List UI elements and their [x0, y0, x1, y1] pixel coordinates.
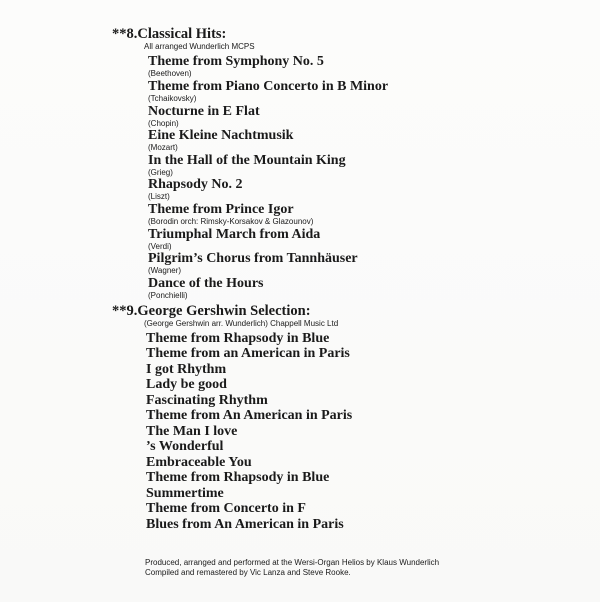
track-item	[148, 251, 358, 275]
track-title: Dance of the Hours	[148, 276, 264, 291]
track-item: Theme from an American in Paris	[146, 346, 350, 361]
credits-line-2: Compiled and remastered by Vic Lanza and Steve Rooke.	[145, 568, 351, 577]
track-item: Summertime	[146, 486, 224, 501]
track-composer: (Liszt)	[148, 192, 170, 201]
track-item	[148, 177, 243, 201]
track-item	[148, 104, 260, 128]
track-title: Pilgrim’s Chorus from Tannhäuser	[148, 251, 358, 266]
track-item	[148, 202, 313, 226]
track-item	[148, 79, 388, 103]
track-composer: (Chopin)	[148, 119, 179, 128]
track-item: Blues from An American in Paris	[146, 517, 344, 532]
track-item	[148, 276, 264, 300]
section-9-title: George Gershwin Selection:	[137, 303, 311, 319]
credits-line-1: Produced, arranged and performed at the Wersi-Organ Helios by Klaus Wunderlich	[145, 558, 440, 567]
track-item: The Man I love	[146, 424, 238, 439]
track-title: Rhapsody No. 2	[148, 177, 243, 192]
section-9-number: **9.	[112, 303, 138, 319]
track-item	[148, 227, 320, 251]
track-item: ’s Wonderful	[146, 439, 224, 454]
track-composer: (Borodin orch: Rimsky-Korsakov & Glazounov)	[148, 217, 314, 226]
track-item: Fascinating Rhythm	[146, 393, 268, 408]
track-item: Theme from Rhapsody in Blue	[146, 470, 330, 485]
track-item: Embraceable You	[146, 455, 252, 470]
section-8-number: **8.	[112, 26, 138, 42]
track-composer: (Beethoven)	[148, 69, 192, 78]
track-title: Theme from Piano Concerto in B Minor	[148, 79, 389, 94]
track-item: Theme from An American in Paris	[146, 408, 353, 423]
track-item	[148, 54, 324, 78]
track-item: Theme from Rhapsody in Blue	[146, 331, 330, 346]
track-title: Theme from Symphony No. 5	[148, 54, 324, 69]
track-title: Nocturne in E Flat	[148, 104, 260, 119]
track-title: In the Hall of the Mountain King	[148, 153, 346, 168]
section-8-title: Classical Hits:	[137, 26, 227, 42]
track-item: Lady be good	[146, 377, 227, 392]
track-composer: (Ponchielli)	[148, 291, 188, 300]
section-9-subtitle: (George Gershwin arr. Wunderlich) Chappell Music Ltd	[144, 319, 339, 328]
track-composer: (Grieg)	[148, 168, 173, 177]
track-composer: (Verdi)	[148, 242, 172, 251]
track-composer: (Wagner)	[148, 266, 182, 275]
track-title: Triumphal March from Aida	[148, 227, 321, 242]
section-8-subtitle: All arranged Wunderlich MCPS	[144, 42, 255, 51]
track-item	[148, 128, 293, 152]
section-8-heading	[112, 26, 226, 42]
track-composer: (Tchaikovsky)	[148, 94, 197, 103]
track-item	[148, 153, 346, 177]
section-9-heading	[112, 303, 311, 319]
track-title: Theme from Prince Igor	[148, 202, 294, 217]
track-item: I got Rhythm	[146, 362, 227, 377]
track-item: Theme from Concerto in F	[146, 501, 306, 516]
track-title: Eine Kleine Nachtmusik	[148, 128, 294, 143]
track-composer: (Mozart)	[148, 143, 178, 152]
